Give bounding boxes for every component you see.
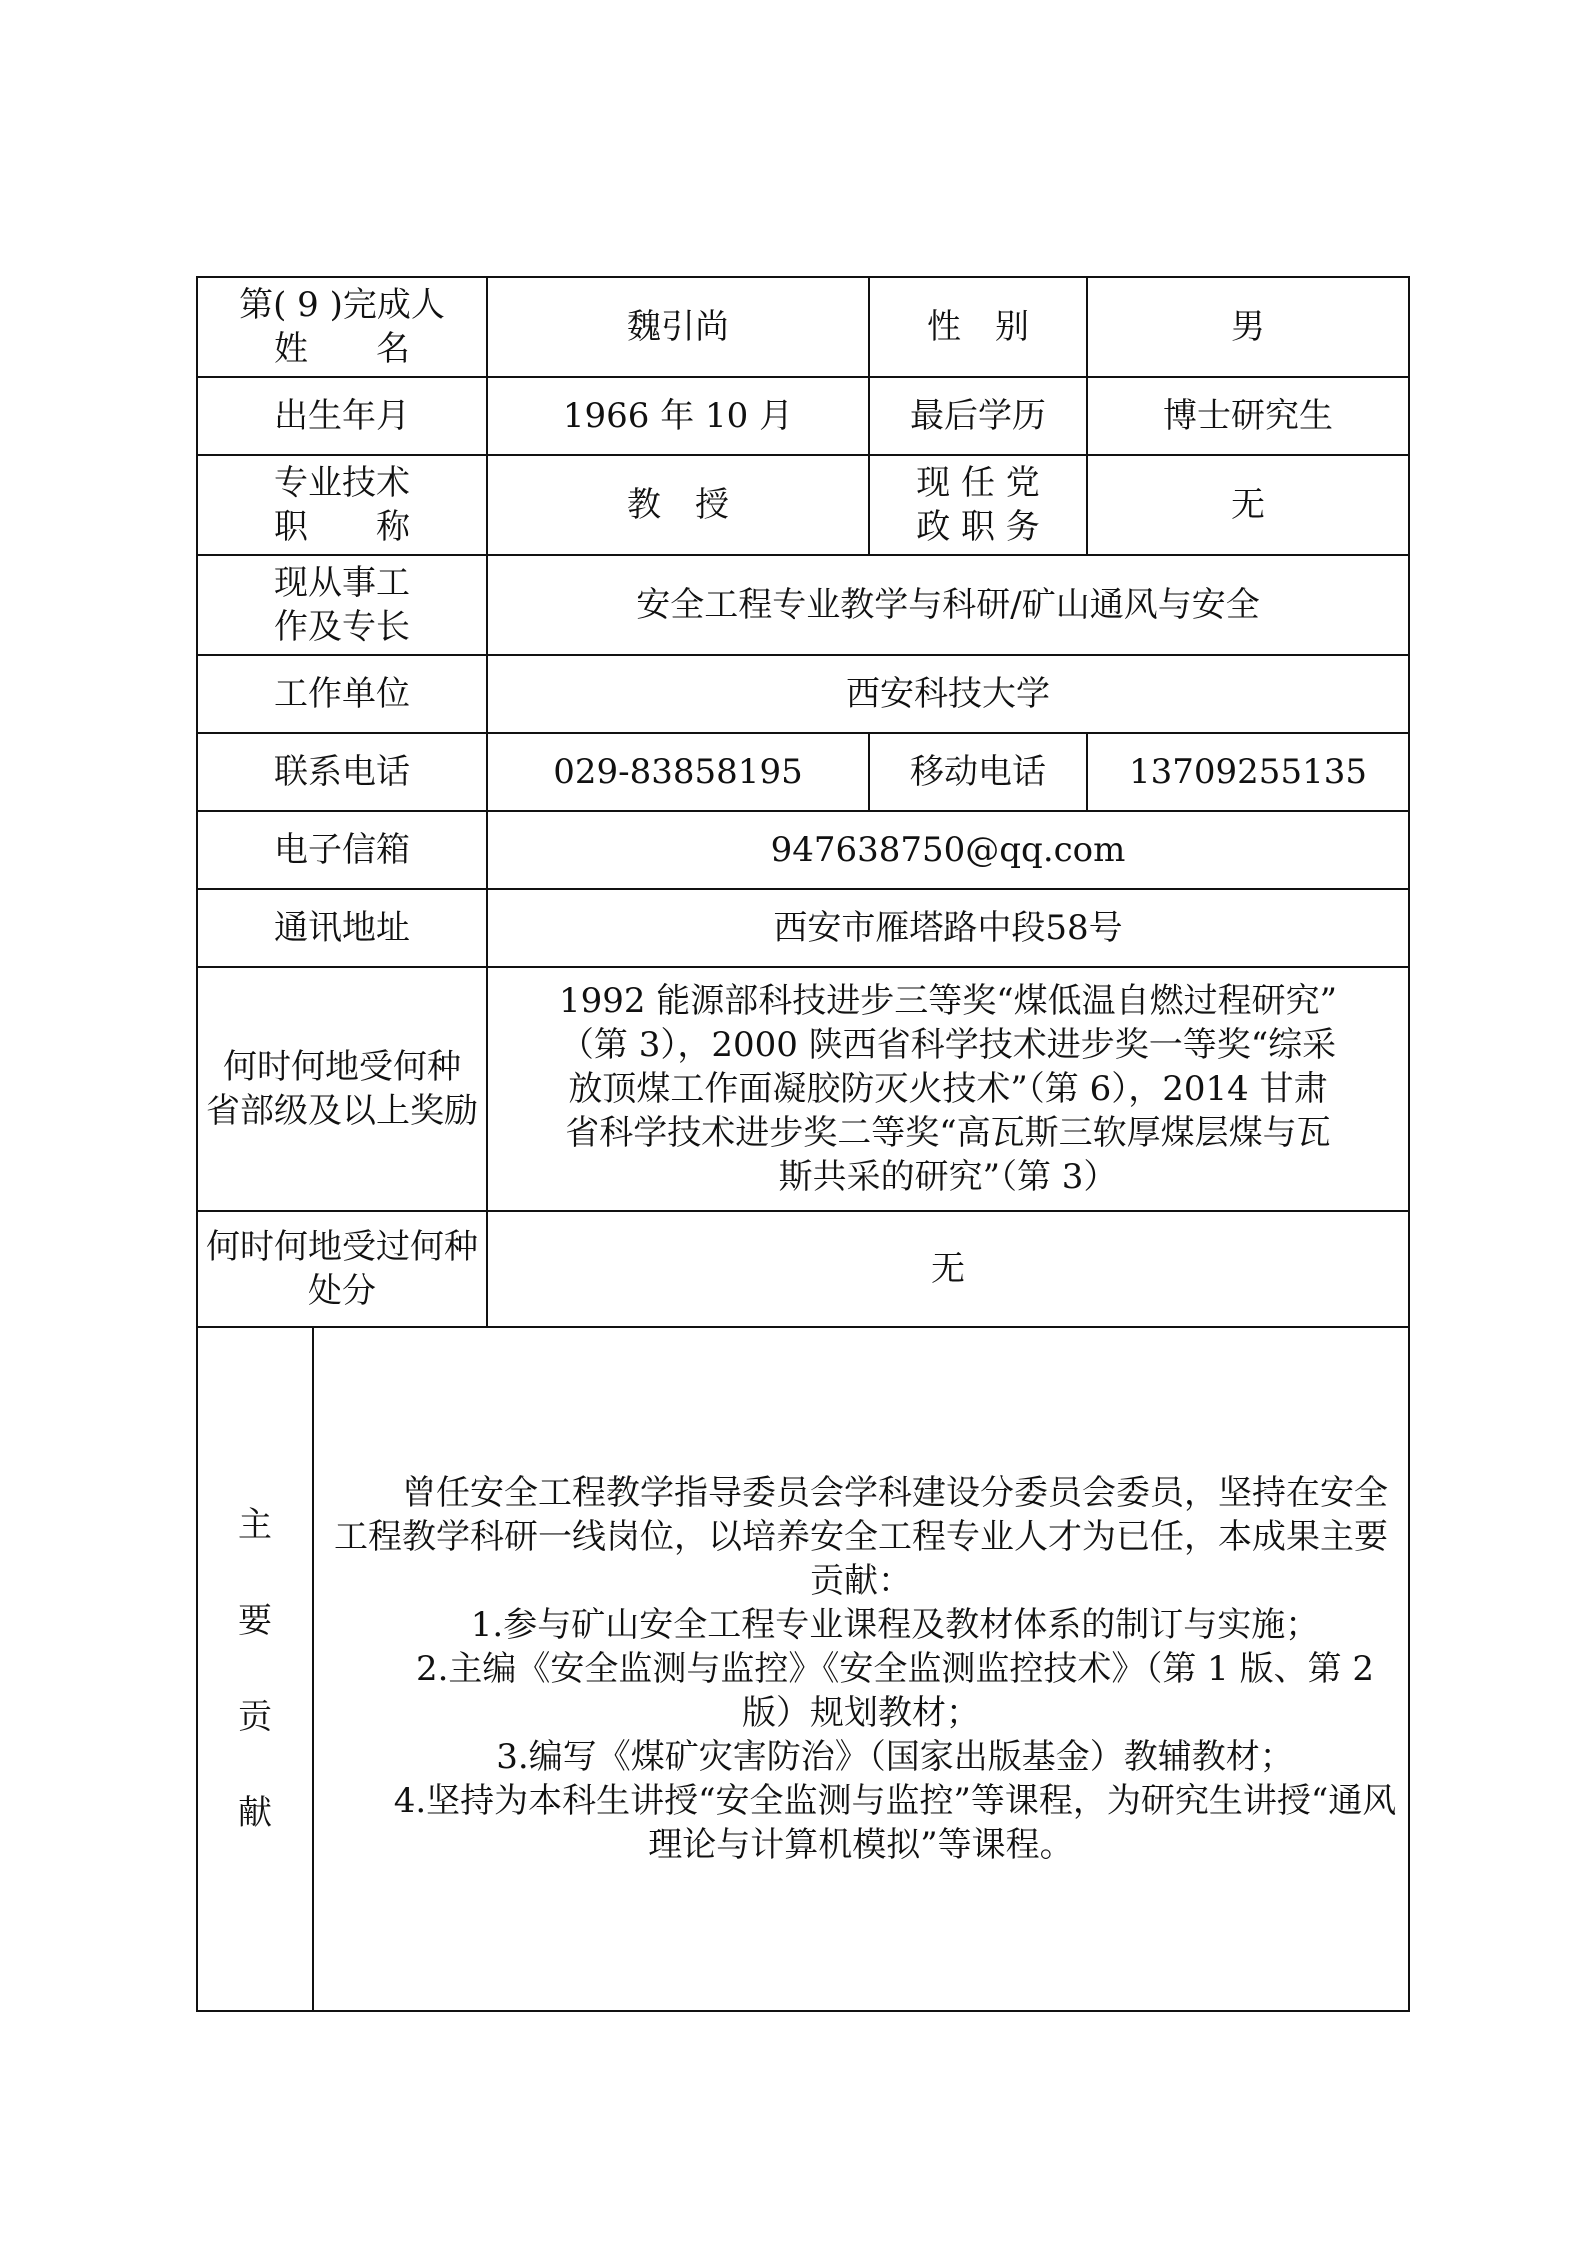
label-party-post-line1: 现 任 党 [916, 463, 1040, 503]
label-email: 电子信箱 [197, 811, 487, 889]
contribution-char: 要 [238, 1601, 272, 1641]
label-gender: 性 别 [869, 277, 1087, 377]
value-contribution [313, 1327, 1409, 2011]
value-gender: 男 [1087, 277, 1409, 377]
contribution-item: 2.主编《安全监测与监控》《安全监测监控技术》（第 1 版、第 2 版）规划教材； [415, 1649, 1375, 1733]
row-contribution [197, 1327, 1409, 2011]
label-employer: 工作单位 [197, 655, 487, 733]
value-name: 魏引尚 [487, 277, 869, 377]
label-prof-title-line2: 职 称 [274, 507, 410, 547]
label-mobile: 移动电话 [869, 733, 1087, 811]
row-specialty [197, 555, 1409, 655]
awards-line: 省科学技术进步奖二等奖“高瓦斯三软厚煤层煤与瓦 [565, 1113, 1331, 1153]
value-awards [487, 967, 1409, 1211]
label-completer-line2: 姓 名 [274, 329, 410, 369]
awards-line: （第 3），2000 陕西省科学技术进步奖一等奖“综采 [559, 1025, 1337, 1065]
row-discipline [197, 1211, 1409, 1327]
personal-info-form [196, 276, 1410, 2012]
value-party-post: 无 [1087, 455, 1409, 555]
row-title [197, 455, 1409, 555]
label-awards-line1: 何时何地受何种 [223, 1047, 461, 1087]
contribution-intro: 曾任安全工程教学指导委员会学科建设分委员会委员，坚持在安全工程教学科研一线岗位，以培养安全工程专业人才为已任，本成果主要贡献： [334, 1473, 1388, 1601]
value-discipline: 无 [487, 1211, 1409, 1327]
label-completer-line1: 第( 9 )完成人 [239, 285, 445, 325]
row-awards [197, 967, 1409, 1211]
label-discipline [197, 1211, 487, 1327]
row-phone [197, 733, 1409, 811]
awards-line: 1992 能源部科技进步三等奖“煤低温自燃过程研究” [558, 981, 1338, 1021]
value-birth: 1966 年 10 月 [487, 377, 869, 455]
value-education: 博士研究生 [1087, 377, 1409, 455]
awards-line: 斯共采的研究”（第 3） [778, 1157, 1118, 1197]
contribution-item: 4.坚持为本科生讲授“安全监测与监控”等课程，为研究生讲授“通风理论与计算机模拟”等课程。 [393, 1781, 1397, 1865]
label-specialty-line2: 作及专长 [274, 607, 410, 647]
value-specialty: 安全工程专业教学与科研/矿山通风与安全 [487, 555, 1409, 655]
value-mobile: 13709255135 [1087, 733, 1409, 811]
contribution-item: 1.参与矿山安全工程专业课程及教材体系的制订与实施； [470, 1605, 1320, 1645]
label-party-post [869, 455, 1087, 555]
label-prof-title [197, 455, 487, 555]
contribution-char: 贡 [238, 1697, 272, 1737]
row-employer [197, 655, 1409, 733]
label-education: 最后学历 [869, 377, 1087, 455]
label-birth: 出生年月 [197, 377, 487, 455]
label-prof-title-line1: 专业技术 [274, 463, 410, 503]
row-birth [197, 377, 1409, 455]
label-contribution [197, 1327, 313, 2011]
label-specialty [197, 555, 487, 655]
value-phone: 029-83858195 [487, 733, 869, 811]
label-discipline-line2: 处分 [308, 1271, 376, 1311]
awards-line: 放顶煤工作面凝胶防灭火技术”（第 6），2014 甘肃 [568, 1069, 1328, 1109]
contribution-item: 3.编写《煤矿灾害防治》（国家出版基金）教辅教材； [496, 1737, 1294, 1777]
value-email: 947638750@qq.com [487, 811, 1409, 889]
label-specialty-line1: 现从事工 [274, 563, 410, 603]
contribution-char: 献 [238, 1793, 272, 1833]
row-name [197, 277, 1409, 377]
label-phone: 联系电话 [197, 733, 487, 811]
label-address: 通讯地址 [197, 889, 487, 967]
value-prof-title: 教 授 [487, 455, 869, 555]
label-awards [197, 967, 487, 1211]
row-address [197, 889, 1409, 967]
label-completer-name [197, 277, 487, 377]
label-discipline-line1: 何时何地受过何种 [206, 1227, 478, 1267]
label-awards-line2: 省部级及以上奖励 [206, 1091, 478, 1131]
label-party-post-line2: 政 职 务 [916, 507, 1040, 547]
row-email [197, 811, 1409, 889]
value-employer: 西安科技大学 [487, 655, 1409, 733]
contribution-char: 主 [238, 1505, 272, 1545]
value-address: 西安市雁塔路中段58号 [487, 889, 1409, 967]
